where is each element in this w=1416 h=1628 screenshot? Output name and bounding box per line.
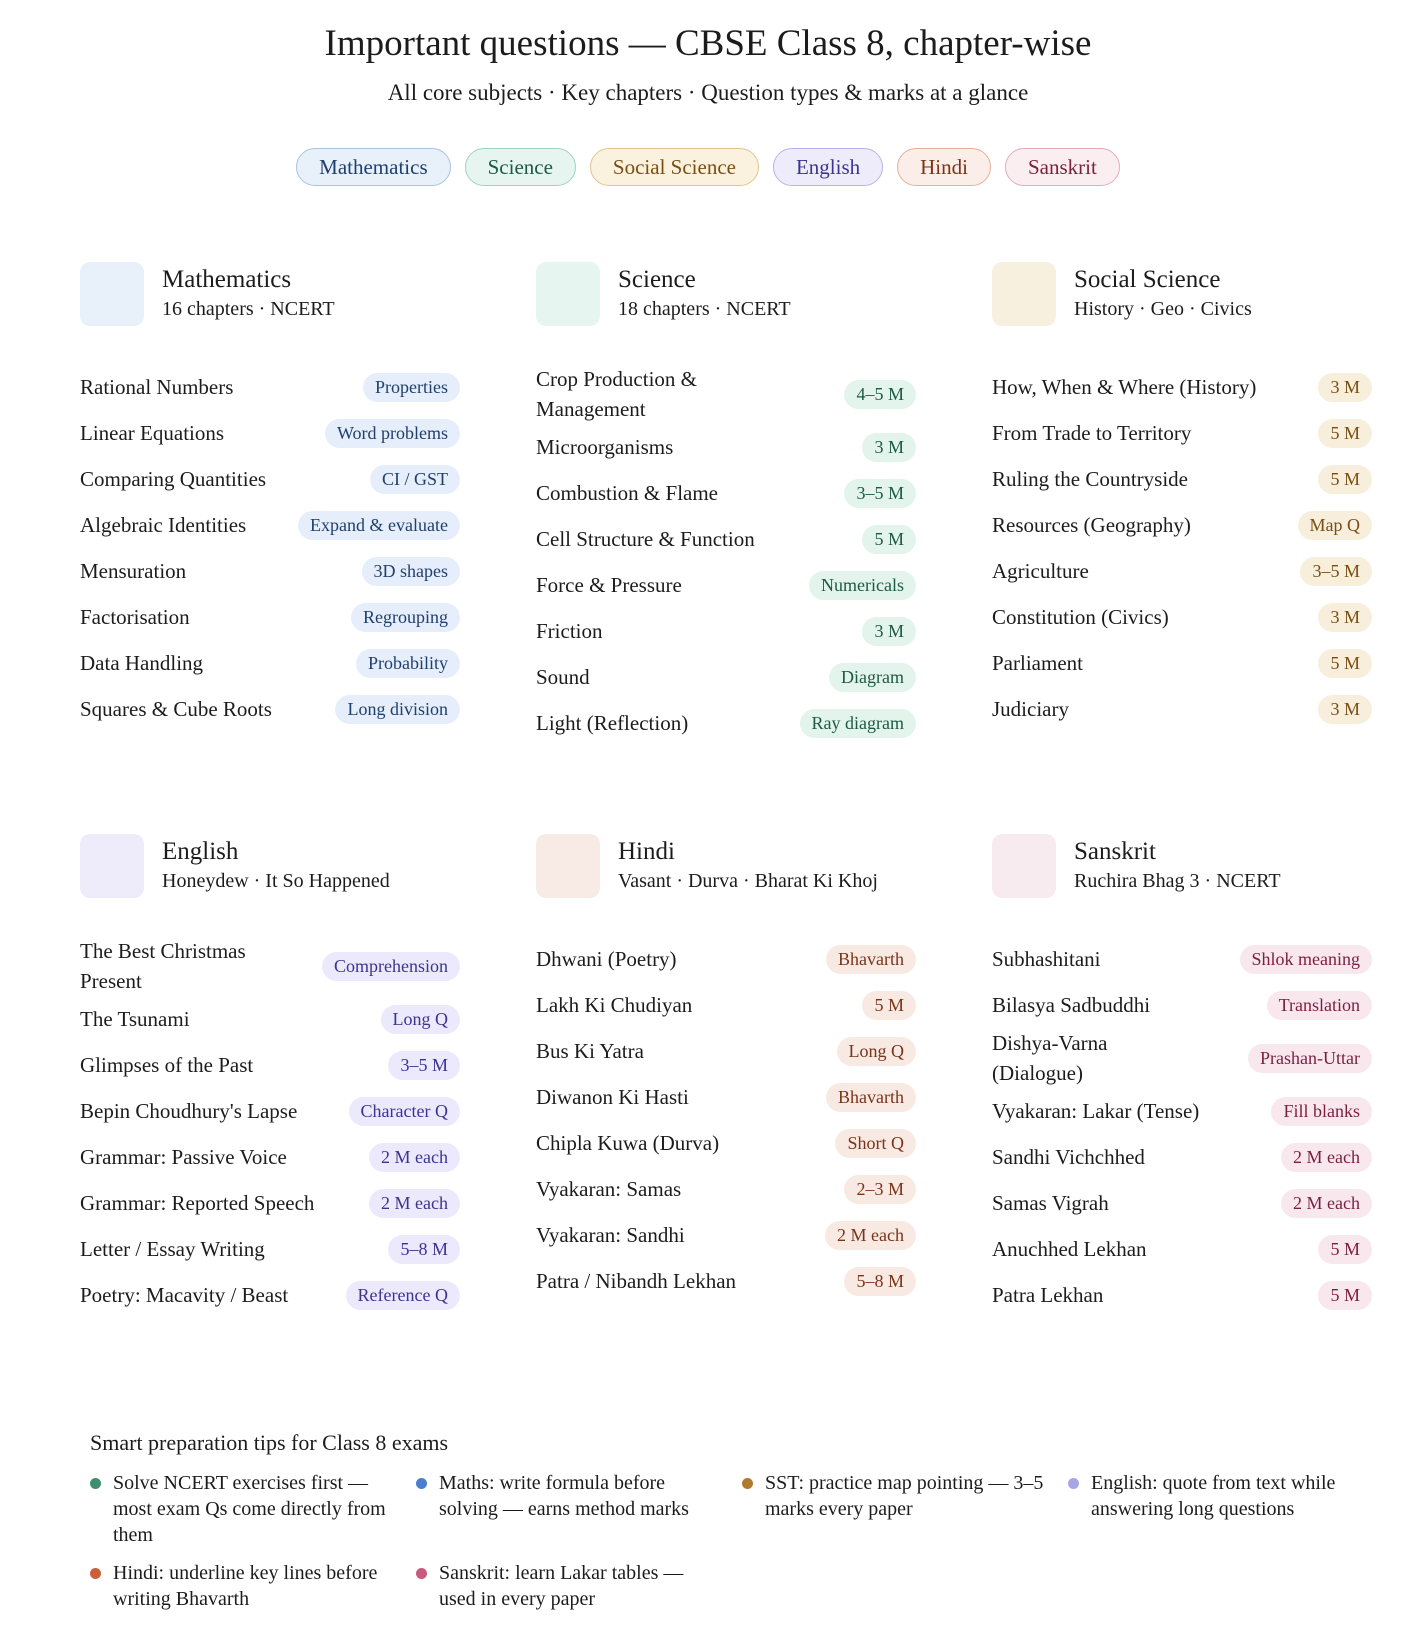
chapter-name: Lakh Ki Chudiyan	[536, 993, 693, 1017]
question-type-tag: 3–5 M	[844, 479, 916, 508]
question-type-tag: Properties	[363, 373, 460, 402]
chapter-row	[80, 936, 460, 996]
tip-text: Sanskrit: learn Lakar tables — used in every paper	[439, 1562, 684, 1610]
chapter-name: Bepin Choudhury's Lapse	[80, 1099, 298, 1123]
bullet-dot-icon	[742, 1478, 753, 1489]
chapter-row	[536, 470, 916, 516]
chapter-row	[80, 364, 460, 410]
question-type-tag: Bhavarth	[826, 945, 916, 974]
chapter-row	[992, 686, 1372, 732]
chapter-name: Algebraic Identities	[80, 513, 247, 537]
question-type-tag: 2 M each	[825, 1221, 916, 1250]
filter-chip-mathematics[interactable]: Mathematics	[296, 148, 450, 186]
question-type-tag: 2 M each	[1281, 1189, 1372, 1218]
chapter-name: From Trade to Territory	[992, 421, 1192, 445]
card-subtitle: Ruchira Bhag 3 · NCERT	[1074, 870, 1281, 892]
question-type-tag: 3 M	[1318, 373, 1372, 402]
chapter-name: Friction	[536, 619, 603, 643]
card-title: English	[162, 838, 239, 865]
subject-filter-bar	[0, 148, 1416, 186]
chapter-name: Chipla Kuwa (Durva)	[536, 1131, 720, 1155]
chapter-name: Poetry: Macavity / Beast	[80, 1283, 289, 1307]
question-type-tag: Translation	[1267, 991, 1372, 1020]
chapter-row	[536, 1028, 916, 1074]
subject-card-science	[536, 262, 916, 834]
question-type-tag: Comprehension	[322, 952, 460, 981]
card-header	[536, 262, 916, 326]
chapter-name: Rational Numbers	[80, 375, 234, 399]
question-type-tag: Long division	[335, 695, 460, 724]
chapter-row	[80, 502, 460, 548]
chapter-name: Anuchhed Lekhan	[992, 1237, 1147, 1261]
bullet-dot-icon	[1068, 1478, 1079, 1489]
card-header	[536, 834, 916, 898]
bullet-dot-icon	[90, 1478, 101, 1489]
question-type-tag: Shlok meaning	[1240, 945, 1373, 974]
chapter-row	[536, 654, 916, 700]
chapter-row	[80, 996, 460, 1042]
question-type-tag: 3–5 M	[1300, 557, 1372, 586]
chapter-name: Patra Lekhan	[992, 1283, 1104, 1307]
chapter-name: Sound	[536, 665, 590, 689]
tip-item	[90, 1560, 416, 1612]
chapter-name: Vyakaran: Lakar (Tense)	[992, 1099, 1200, 1123]
subject-grid	[80, 262, 1380, 1406]
chapter-name: Linear Equations	[80, 421, 225, 445]
chapter-row	[992, 364, 1372, 410]
question-type-tag: Character Q	[349, 1097, 460, 1126]
chapter-name: Resources (Geography)	[992, 513, 1191, 537]
chapter-row	[992, 410, 1372, 456]
chapter-row	[80, 1042, 460, 1088]
question-type-tag: CI / GST	[370, 465, 460, 494]
chapter-name: Data Handling	[80, 651, 204, 675]
card-title: Social Science	[1074, 266, 1221, 293]
question-type-tag: Short Q	[835, 1129, 916, 1158]
question-type-tag: 3 M	[862, 433, 916, 462]
tip-text: Hindi: underline key lines before writing Bhavarth	[113, 1562, 378, 1610]
chapter-name: Constitution (Civics)	[992, 605, 1169, 629]
chapter-name: Agriculture	[992, 559, 1089, 583]
tip-text: Solve NCERT exercises first — most exam Qs come directly from them	[113, 1472, 386, 1546]
page-title: Important questions — CBSE Class 8, chapter-wise	[324, 23, 1092, 64]
question-type-tag: 5 M	[862, 991, 916, 1020]
chapter-row	[992, 1226, 1372, 1272]
question-type-tag: Bhavarth	[826, 1083, 916, 1112]
chapter-row	[536, 1258, 916, 1304]
subject-card-sanskrit	[992, 834, 1372, 1406]
tip-item	[416, 1470, 742, 1548]
filter-chip-sanskrit[interactable]: Sanskrit	[1005, 148, 1120, 186]
chapter-row	[992, 1088, 1372, 1134]
card-header	[80, 262, 460, 326]
chapter-name: Sandhi Vichchhed	[992, 1145, 1145, 1169]
subject-card-hindi	[536, 834, 916, 1406]
question-type-tag: 3 M	[1318, 695, 1372, 724]
chapter-row	[536, 936, 916, 982]
chapter-row	[536, 1166, 916, 1212]
subject-icon	[992, 262, 1056, 326]
chapter-row	[80, 686, 460, 732]
card-subtitle: History · Geo · Civics	[1074, 298, 1252, 320]
chapter-row	[992, 982, 1372, 1028]
bullet-dot-icon	[416, 1478, 427, 1489]
subject-icon	[992, 834, 1056, 898]
chapter-name: Comparing Quantities	[80, 467, 267, 491]
chapter-name: Bilasya Sadbuddhi	[992, 993, 1151, 1017]
question-type-tag: 2 M each	[1281, 1143, 1372, 1172]
card-subtitle: Vasant · Durva · Bharat Ki Khoj	[618, 870, 878, 892]
subject-card-math	[80, 262, 460, 834]
chapter-row	[992, 1180, 1372, 1226]
chapter-list	[992, 364, 1372, 732]
chapter-row	[536, 562, 916, 608]
filter-chip-social-science[interactable]: Social Science	[590, 148, 759, 186]
question-type-tag: Probability	[356, 649, 460, 678]
chapter-row	[992, 502, 1372, 548]
chapter-name: Light (Reflection)	[536, 711, 689, 735]
chapter-name: Patra / Nibandh Lekhan	[536, 1269, 737, 1293]
chapter-name: Microorganisms	[536, 435, 674, 459]
chapter-list	[80, 936, 460, 1318]
tip-text: SST: practice map pointing — 3–5 marks every paper	[765, 1472, 1044, 1520]
chapter-row	[536, 1074, 916, 1120]
page-subtitle: All core subjects · Key chapters · Question types & marks at a glance	[387, 80, 1029, 105]
question-type-tag: 3 M	[862, 617, 916, 646]
chapter-row	[536, 608, 916, 654]
card-subtitle: 16 chapters · NCERT	[162, 298, 335, 320]
chapter-list	[536, 936, 916, 1304]
question-type-tag: Long Q	[381, 1005, 461, 1034]
filter-chip-hindi[interactable]: Hindi	[897, 148, 991, 186]
subject-icon	[536, 834, 600, 898]
chapter-row	[992, 640, 1372, 686]
card-title: Hindi	[618, 838, 675, 865]
bullet-dot-icon	[416, 1568, 427, 1579]
chapter-row	[536, 424, 916, 470]
chapter-name: Vyakaran: Samas	[536, 1177, 682, 1201]
chapter-row	[80, 548, 460, 594]
chapter-row	[80, 1272, 460, 1318]
question-type-tag: 3–5 M	[388, 1051, 460, 1080]
question-type-tag: 5 M	[1318, 419, 1372, 448]
chapter-list	[80, 364, 460, 732]
chapter-name: Vyakaran: Sandhi	[536, 1223, 685, 1247]
chapter-row	[992, 456, 1372, 502]
chapter-name: Force & Pressure	[536, 573, 682, 597]
chapter-name: Subhashitani	[992, 947, 1101, 971]
question-type-tag: 5 M	[1318, 1235, 1372, 1264]
chapter-row	[80, 1226, 460, 1272]
chapter-name: Cell Structure & Function	[536, 527, 755, 551]
card-subtitle: Honeydew · It So Happened	[162, 870, 390, 892]
subject-icon	[80, 834, 144, 898]
question-type-tag: 4–5 M	[844, 380, 916, 409]
question-type-tag: Prashan-Uttar	[1248, 1044, 1372, 1073]
subject-icon	[80, 262, 144, 326]
chapter-row	[992, 594, 1372, 640]
chapter-row	[992, 1134, 1372, 1180]
tip-item	[416, 1560, 742, 1612]
chapter-row	[80, 1088, 460, 1134]
chapter-name: Factorisation	[80, 605, 190, 629]
filter-chip-english[interactable]: English	[773, 148, 883, 186]
chapter-list	[992, 936, 1372, 1318]
chapter-row	[80, 1134, 460, 1180]
question-type-tag: 2–3 M	[844, 1175, 916, 1204]
question-type-tag: 3D shapes	[362, 557, 461, 586]
chapter-row	[992, 548, 1372, 594]
question-type-tag: 5–8 M	[388, 1235, 460, 1264]
chapter-row	[80, 456, 460, 502]
filter-chip-science[interactable]: Science	[465, 148, 576, 186]
question-type-tag: 2 M each	[369, 1189, 460, 1218]
card-header	[992, 834, 1372, 898]
tips-section	[90, 1428, 1390, 1612]
chapter-row	[80, 640, 460, 686]
question-type-tag: Reference Q	[346, 1281, 460, 1310]
subject-card-social	[992, 262, 1372, 834]
chapter-name: The Tsunami	[80, 1007, 190, 1031]
question-type-tag: Expand & evaluate	[298, 511, 460, 540]
chapter-name: Grammar: Reported Speech	[80, 1191, 315, 1215]
chapter-name: Mensuration	[80, 559, 187, 583]
tips-list	[90, 1470, 1390, 1612]
tip-item	[1068, 1470, 1394, 1548]
card-subtitle: 18 chapters · NCERT	[618, 298, 791, 320]
card-title: Mathematics	[162, 266, 292, 293]
chapter-list	[536, 364, 916, 746]
subject-card-english	[80, 834, 460, 1406]
chapter-name: Letter / Essay Writing	[80, 1237, 265, 1261]
question-type-tag: 5–8 M	[844, 1267, 916, 1296]
chapter-name: Crop Production & Management	[536, 367, 697, 421]
card-title: Sanskrit	[1074, 838, 1156, 865]
tip-item	[742, 1470, 1068, 1548]
chapter-row	[80, 410, 460, 456]
card-header	[80, 834, 460, 898]
question-type-tag: Long Q	[837, 1037, 917, 1066]
chapter-name: Samas Vigrah	[992, 1191, 1109, 1215]
question-type-tag: Regrouping	[351, 603, 460, 632]
question-type-tag: Diagram	[829, 663, 916, 692]
tip-text: Maths: write formula before solving — earns method marks	[439, 1472, 689, 1520]
chapter-name: Glimpses of the Past	[80, 1053, 254, 1077]
chapter-row	[536, 516, 916, 562]
question-type-tag: Numericals	[809, 571, 916, 600]
chapter-name: How, When & Where (History)	[992, 375, 1257, 399]
chapter-name: Parliament	[992, 651, 1083, 675]
page-header	[0, 0, 1416, 108]
chapter-row	[992, 936, 1372, 982]
subject-icon	[536, 262, 600, 326]
question-type-tag: 5 M	[1318, 465, 1372, 494]
question-type-tag: Map Q	[1298, 511, 1373, 540]
chapter-name: The Best Christmas Present	[80, 939, 246, 993]
question-type-tag: Ray diagram	[800, 709, 916, 738]
question-type-tag: 3 M	[1318, 603, 1372, 632]
chapter-name: Dhwani (Poetry)	[536, 947, 677, 971]
tip-text: English: quote from text while answering long questions	[1091, 1472, 1336, 1520]
chapter-name: Combustion & Flame	[536, 481, 719, 505]
question-type-tag: 5 M	[1318, 1281, 1372, 1310]
card-title: Science	[618, 266, 696, 293]
chapter-row	[992, 1272, 1372, 1318]
chapter-name: Diwanon Ki Hasti	[536, 1085, 689, 1109]
question-type-tag: Fill blanks	[1271, 1097, 1372, 1126]
chapter-name: Grammar: Passive Voice	[80, 1145, 287, 1169]
chapter-row	[536, 1212, 916, 1258]
bullet-dot-icon	[90, 1568, 101, 1579]
chapter-row	[80, 1180, 460, 1226]
card-header	[992, 262, 1372, 326]
chapter-row	[536, 700, 916, 746]
chapter-name: Judiciary	[992, 697, 1069, 721]
chapter-name: Dishya-Varna (Dialogue)	[992, 1031, 1108, 1085]
chapter-name: Squares & Cube Roots	[80, 697, 272, 721]
chapter-name: Bus Ki Yatra	[536, 1039, 644, 1063]
tip-item	[90, 1470, 416, 1548]
question-type-tag: 2 M each	[369, 1143, 460, 1172]
chapter-row	[536, 1120, 916, 1166]
question-type-tag: Word problems	[325, 419, 460, 448]
question-type-tag: 5 M	[1318, 649, 1372, 678]
chapter-row	[992, 1028, 1372, 1088]
question-type-tag: 5 M	[862, 525, 916, 554]
chapter-name: Ruling the Countryside	[992, 467, 1188, 491]
chapter-row	[536, 364, 916, 424]
tips-title: Smart preparation tips for Class 8 exams	[90, 1430, 449, 1455]
chapter-row	[536, 982, 916, 1028]
chapter-row	[80, 594, 460, 640]
